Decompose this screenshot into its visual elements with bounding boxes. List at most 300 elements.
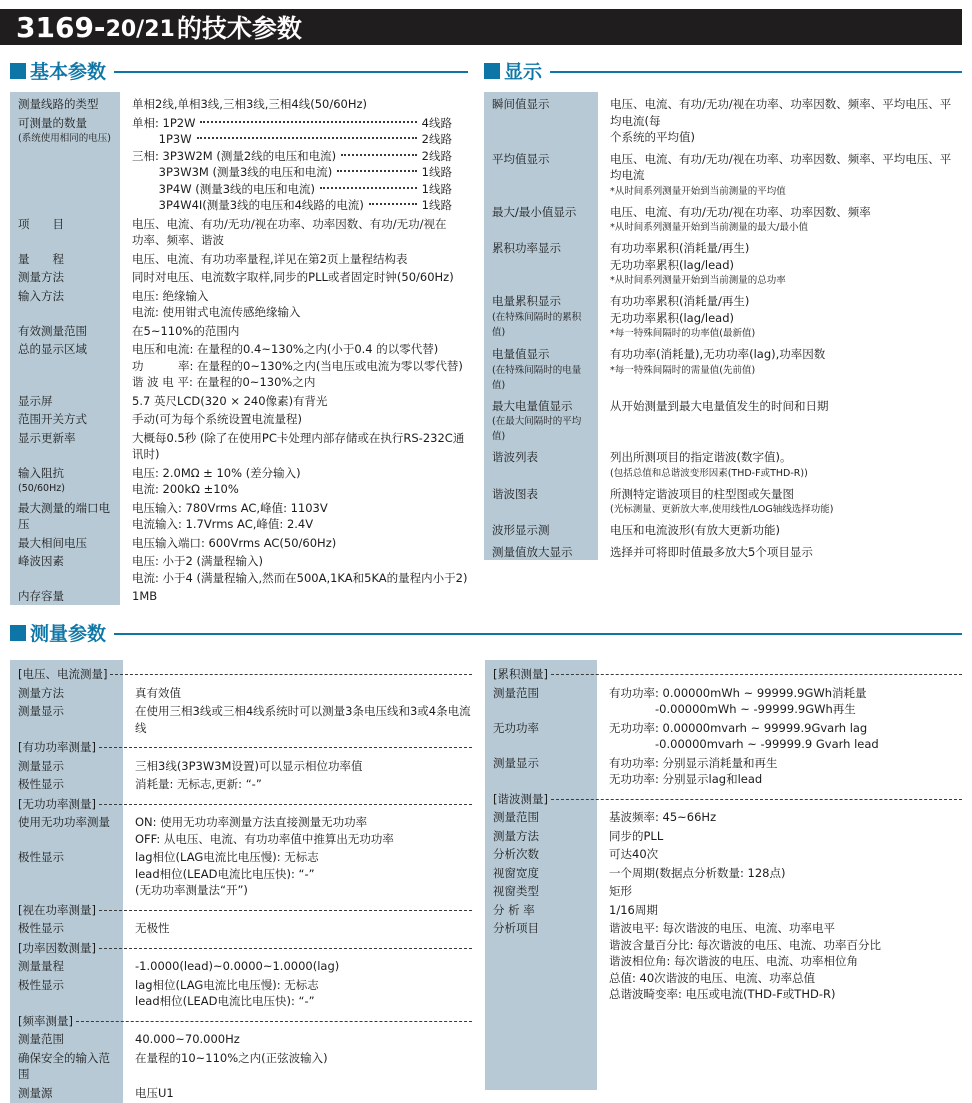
spec-value <box>120 465 468 498</box>
title-model: 3169- <box>16 10 106 44</box>
section-title: 基本参数 <box>30 61 107 83</box>
spec-label <box>10 430 120 463</box>
spec-text-line: 极性显示 <box>18 777 64 791</box>
dashed-rule <box>99 910 472 911</box>
spec-text-line: 矩形 <box>609 884 632 898</box>
dashed-rule <box>110 674 472 675</box>
spec-label <box>484 346 598 393</box>
spec-value <box>120 216 468 249</box>
spec-row <box>10 288 468 321</box>
spec-row <box>10 430 468 463</box>
section-rule <box>114 71 468 73</box>
leader-dots <box>320 187 417 189</box>
section-title: 测量参数 <box>30 623 107 645</box>
spec-value <box>120 430 468 463</box>
section-title: 显示 <box>504 61 543 83</box>
spec-value <box>120 500 468 533</box>
spec-text-line: 测量方法 <box>493 828 539 843</box>
spec-value <box>120 341 468 391</box>
spec-row <box>10 500 468 533</box>
spec-row <box>485 902 962 919</box>
spec-text-line: 电压、电流、有功/无功/视在功率、功率因数、有功/无功/视在 <box>132 216 447 231</box>
spec-row <box>10 776 472 793</box>
spec-label <box>10 1050 123 1083</box>
spec-note-line: (包括总值和总谐波变形因素(THD-F或THD-R)) <box>610 467 808 479</box>
spec-row <box>10 1085 472 1102</box>
spec-text-line: 分析次数 <box>493 847 539 861</box>
spec-text-line: 最大/最小值显示 <box>492 204 577 219</box>
spec-value <box>598 204 962 236</box>
spec-row <box>485 883 962 900</box>
leader-dots <box>197 137 417 139</box>
spec-label <box>484 96 598 146</box>
spec-value <box>123 703 472 736</box>
spec-value <box>123 977 472 1010</box>
spec-row <box>484 486 962 518</box>
display-table <box>484 92 962 560</box>
spec-text-line: 视窗宽度 <box>493 865 539 880</box>
spec-label <box>10 1031 123 1048</box>
spec-row <box>485 755 962 788</box>
spec-row <box>485 846 962 863</box>
spec-text-line: 1MB <box>132 589 158 603</box>
spec-row <box>10 1050 472 1083</box>
dotted-leader-line <box>132 164 468 181</box>
spec-row <box>10 323 468 340</box>
spec-label <box>485 720 597 753</box>
section-header-display <box>484 57 962 85</box>
spec-row <box>484 522 962 539</box>
spec-row <box>10 411 468 428</box>
measure-left-table <box>10 660 472 1103</box>
spec-value <box>120 588 468 605</box>
spec-text-line: 无功功率: 0.00000mvarh ~ 99999.9Gvarh lag <box>609 720 868 735</box>
spec-text-line: 输入方法 <box>18 288 64 303</box>
spec-note-line: (在特殊间隔时的累积值) <box>492 311 582 338</box>
spec-text-line: 无功功率累积(lag/lead) <box>610 257 735 272</box>
spec-text-line: 电量累积显示 <box>492 294 561 308</box>
spec-row <box>485 828 962 845</box>
spec-text-line: 5.7 英尺LCD(320 × 240像素)有背光 <box>132 393 328 408</box>
spec-value <box>597 846 962 863</box>
spec-text-line: 一个周期(数据点分析数量: 128点) <box>609 865 786 880</box>
spec-text-line: 无功功率 <box>493 720 539 735</box>
spec-text-line: 极性显示 <box>18 977 64 992</box>
leader-right-text: 1线路 <box>421 165 452 179</box>
spec-row <box>10 115 468 214</box>
spec-label <box>10 288 120 321</box>
spec-text-line: 瞬间值显示 <box>492 97 550 111</box>
spec-value <box>598 293 962 341</box>
spec-text-line: 1/16周期 <box>609 902 658 917</box>
spec-text-line: 可达40次 <box>609 847 659 861</box>
spec-label <box>10 1085 123 1102</box>
spec-label <box>10 96 120 113</box>
spec-value <box>598 398 962 445</box>
spec-text-line: (无功功率测量法“开”) <box>135 883 248 897</box>
spec-text-line: 内存容量 <box>18 589 64 603</box>
spec-row <box>10 685 472 702</box>
spec-subheader <box>10 902 472 919</box>
spec-value <box>123 776 472 793</box>
spec-subheader-label: [谐波测量] <box>493 791 548 806</box>
spec-text-line: 同步的PLL <box>609 828 664 843</box>
spec-text-line: 测量范围 <box>493 810 539 824</box>
spec-subheader-label: [电压、电流测量] <box>18 667 108 681</box>
spec-value <box>123 1050 472 1083</box>
leader-left-text: 3P3W3M (测量3线的电压和电流) <box>132 165 333 179</box>
spec-text-line: 单相2线,单相3线,三相3线,三相4线(50/60Hz) <box>132 97 368 111</box>
basic-params-table <box>10 92 468 605</box>
spec-row <box>10 977 472 1010</box>
spec-text-line: 个系统的平均值) <box>610 130 695 144</box>
spec-text-line: 同时对电压、电流数字取样,同步的PLL或者固定时钟(50/60Hz) <box>132 270 454 284</box>
spec-label <box>10 958 123 975</box>
spec-row <box>484 398 962 445</box>
spec-text-line: 总的显示区域 <box>18 342 87 356</box>
spec-label <box>10 977 123 1010</box>
spec-note-line: (50/60Hz) <box>18 483 65 494</box>
spec-row <box>10 1031 472 1048</box>
spec-label <box>10 465 120 498</box>
spec-label <box>10 703 123 736</box>
spec-row <box>10 269 468 286</box>
spec-label <box>485 828 597 845</box>
spec-text-line: 使用无功功率测量 <box>18 815 110 829</box>
spec-text-line: 电压、电流、有功/无功/视在功率、功率因数、频率、平均电压、平均电流(每 <box>610 97 952 128</box>
spec-label <box>10 553 120 586</box>
spec-text-line: 测量范围 <box>493 685 539 700</box>
spec-text-line: 电流: 200kΩ ±10% <box>132 482 239 496</box>
spec-text-line: 电压输入端口: 600Vrms AC(50/60Hz) <box>132 535 337 550</box>
spec-value <box>120 553 468 586</box>
spec-subheader-label: [无功功率测量] <box>18 796 96 811</box>
spec-text-line: 所测特定谐波项目的柱型图或矢量图 <box>610 486 794 501</box>
dashed-rule <box>99 804 472 805</box>
spec-label <box>485 920 597 1003</box>
spec-text-line: lead相位(LEAD电流比电压快): “-” <box>135 994 315 1008</box>
measure-right-table <box>485 660 962 1090</box>
leader-right-text: 2线路 <box>421 148 452 163</box>
spec-note-line: *每一特殊间隔时的功率值(最新值) <box>610 328 756 339</box>
spec-text-line: OFF: 从电压、电流、有功功率值中推算出无功功率 <box>135 831 394 846</box>
spec-text-line: 电流输入: 1.7Vrms AC,峰值: 2.4V <box>132 517 314 531</box>
spec-text-line: 测量线路的类型 <box>18 97 99 111</box>
spec-text-line: 真有效值 <box>135 685 181 700</box>
spec-text-line: 电压、电流、有功/无功/视在功率、功率因数、频率 <box>610 204 871 219</box>
spec-row <box>10 535 468 552</box>
spec-text-line: 最大测量的端口电压 <box>18 500 110 531</box>
spec-subheader-label: [累积测量] <box>493 667 548 681</box>
spec-row <box>484 544 962 561</box>
spec-text-line: 电压输入: 780Vrms AC,峰值: 1103V <box>132 500 328 515</box>
spec-value <box>120 411 468 428</box>
spec-text-line: lead相位(LEAD电流比电压快): “-” <box>135 866 315 881</box>
spec-text-line: 有功功率累积(消耗量/再生) <box>610 294 750 308</box>
leader-left-text: 3P4W4I(测量3线的电压和4线路的电流) <box>132 198 364 212</box>
spec-label <box>485 902 597 919</box>
dotted-leader-line <box>132 115 468 132</box>
spec-text-line: 测量范围 <box>18 1032 64 1046</box>
spec-label <box>484 486 598 518</box>
spec-label <box>485 755 597 788</box>
spec-label <box>10 776 123 793</box>
spec-value <box>120 251 468 268</box>
spec-subheader-label: [有功功率测量] <box>18 740 96 754</box>
spec-label <box>484 449 598 481</box>
spec-label <box>485 846 597 863</box>
spec-value <box>123 814 472 847</box>
spec-label <box>10 814 123 847</box>
spec-text-line: 40.000~70.000Hz <box>135 1032 240 1046</box>
spec-text-line: 显示更新率 <box>18 430 76 445</box>
spec-row <box>10 251 468 268</box>
spec-label <box>10 500 120 533</box>
spec-note-line: *从时间系列测量开始到当前测量的总功率 <box>610 275 786 286</box>
spec-text-line: 显示屏 <box>18 393 53 408</box>
spec-text-line: 电压、电流、有功功率量程,详见在第2页上量程结构表 <box>132 251 408 266</box>
spec-text-line: 可测量的数量 <box>18 115 87 130</box>
spec-row <box>10 393 468 410</box>
spec-text-line: 输入阻抗 <box>18 465 64 480</box>
spec-text-line: 范围开关方式 <box>18 412 87 426</box>
dashed-rule <box>551 674 962 675</box>
spec-label <box>484 240 598 288</box>
spec-value <box>123 849 472 899</box>
spec-value <box>120 96 468 113</box>
spec-value <box>597 865 962 882</box>
spec-text-line: 测量方法 <box>18 685 64 700</box>
dashed-rule <box>76 1021 472 1022</box>
spec-text-line: 大概每0.5秒 (除了在使用PC卡处理内部存储或在执行RS-232C通讯时) <box>132 430 465 461</box>
spec-text-line: 消耗量: 无标志,更新: “-” <box>135 777 262 791</box>
spec-value <box>123 958 472 975</box>
spec-note-line: (在特殊间隔时的电量值) <box>492 364 582 391</box>
spec-label <box>10 341 120 391</box>
spec-subheader <box>485 791 962 808</box>
spec-label <box>10 115 120 214</box>
spec-text-line: -0.00000mvarh ~ -99999.9 Gvarh lead <box>609 737 879 751</box>
spec-note-line: *每一特殊间隔时的需量值(先前值) <box>610 364 756 376</box>
spec-row <box>484 346 962 393</box>
spec-text-line: 手动(可为每个系统设置电流量程) <box>132 412 302 426</box>
spec-value <box>597 685 962 718</box>
dashed-rule <box>551 799 962 800</box>
leader-left-text: 3P4W (测量3线的电压和电流) <box>132 181 316 196</box>
spec-value <box>120 393 468 410</box>
leader-right-text: 1线路 <box>421 181 452 196</box>
spec-label <box>484 151 598 199</box>
spec-label <box>485 809 597 826</box>
spec-text-line: 电流: 使用钳式电流传感绝缘输入 <box>132 305 301 319</box>
spec-value <box>123 920 472 937</box>
section-display <box>484 57 962 565</box>
spec-text-line: 分 析 率 <box>493 902 535 917</box>
spec-value <box>598 346 962 393</box>
spec-text-line: lag相位(LAG电流比电压慢): 无标志 <box>135 850 319 864</box>
leader-dots <box>369 203 417 205</box>
spec-label <box>10 920 123 937</box>
spec-subheader-label: [频率测量] <box>18 1013 73 1028</box>
spec-row <box>485 920 962 1003</box>
section-header-measure <box>10 619 962 647</box>
spec-row <box>10 814 472 847</box>
spec-value <box>120 269 468 286</box>
spec-text-line: 电压: 小于2 (满量程输入) <box>132 554 263 568</box>
spec-label <box>10 535 120 552</box>
spec-value <box>597 809 962 826</box>
spec-text-line: 确保安全的输入范围 <box>18 1050 110 1081</box>
spec-row <box>485 865 962 882</box>
spec-text-line: 三相3线(3P3W3M设置)可以显示相位功率值 <box>135 758 363 773</box>
section-rule <box>114 633 962 635</box>
spec-row <box>485 685 962 718</box>
spec-value <box>123 1085 472 1102</box>
spec-value <box>120 115 468 214</box>
spec-label <box>485 883 597 900</box>
spec-label <box>10 685 123 702</box>
spec-text-line: 波形显示测 <box>492 523 550 537</box>
spec-value <box>597 920 962 1003</box>
spec-label <box>484 544 598 561</box>
spec-text-line: 无功功率: 分别显示lag和lead <box>609 772 763 786</box>
spec-text-line: 有功功率: 0.00000mWh ~ 99999.9GWh消耗量 <box>609 685 867 700</box>
leader-right-text: 4线路 <box>421 115 452 130</box>
spec-subheader <box>10 940 472 957</box>
spec-text-line: 在量程的10~110%之内(正弦波输入) <box>135 1050 328 1065</box>
spec-text-line: 电压: 绝缘输入 <box>132 288 209 303</box>
spec-subheader <box>485 666 962 683</box>
spec-text-line: 极性显示 <box>18 850 64 864</box>
leader-dots <box>200 121 416 123</box>
section-measure-params <box>10 619 962 1100</box>
title-suffix: 的技术参数 <box>176 14 302 43</box>
spec-row <box>10 958 472 975</box>
dashed-rule <box>99 948 472 949</box>
spec-row <box>484 293 962 341</box>
spec-text-line: 在使用三相3线或三相4线系统时可以测量3条电压线和3或4条电流线 <box>135 704 471 735</box>
spec-subheader-label: [视在功率测量] <box>18 902 96 917</box>
spec-text-line: 有功功率(消耗量),无功功率(lag),功率因数 <box>610 347 826 361</box>
spec-text-line: 无极性 <box>135 921 170 935</box>
spec-row <box>484 96 962 146</box>
spec-value <box>123 1031 472 1048</box>
spec-value <box>120 323 468 340</box>
spec-text-line: 最大电量值显示 <box>492 398 573 413</box>
spec-text-line: 总值: 40次谐波的电压、电流、功率总值 <box>609 970 816 985</box>
spec-row <box>485 720 962 753</box>
spec-text-line: 谐 波 电 平: 在量程的0~130%之内 <box>132 375 316 389</box>
spec-row <box>10 849 472 899</box>
section-marker-icon <box>484 63 500 79</box>
spec-text-line: 有功功率累积(消耗量/再生) <box>610 241 750 255</box>
spec-text-line: 项 目 <box>18 216 64 231</box>
section-marker-icon <box>10 625 26 641</box>
spec-note-line: (在最大间隔时的平均值) <box>492 416 582 442</box>
spec-text-line: 列出所测项目的指定谐波(数字值)。 <box>610 450 792 464</box>
spec-row <box>10 588 468 605</box>
spec-text-line: 电压、电流、有功/无功/视在功率、功率因数、频率、平均电压、平均电流 <box>610 151 952 182</box>
spec-label <box>10 588 120 605</box>
spec-value <box>123 758 472 775</box>
spec-text-line: 测量显示 <box>18 758 64 773</box>
spec-text-line: -1.0000(lead)~0.0000~1.0000(lag) <box>135 959 340 973</box>
leader-left-text: 单相: 1P2W <box>132 115 196 130</box>
leader-left-text: 三相: 3P3W2M (测量2线的电压和电流) <box>132 148 337 163</box>
spec-label <box>10 269 120 286</box>
spec-note-line: *从时间系列测量开始到当前测量的平均值 <box>610 185 786 197</box>
spec-text-line: 功 率: 在量程的0~130%之内(当电压或电流为零以零代替) <box>132 358 463 373</box>
spec-text-line: 选择并可将即时值最多放大5个项目显示 <box>610 544 813 559</box>
spec-text-line: 有效测量范围 <box>18 323 87 338</box>
spec-text-line: lag相位(LAG电流比电压慢): 无标志 <box>135 977 319 992</box>
spec-value <box>598 486 962 518</box>
spec-row <box>484 151 962 199</box>
spec-value <box>598 151 962 199</box>
spec-text-line: 量 程 <box>18 251 64 266</box>
spec-label <box>485 865 597 882</box>
spec-text-line: 测量值放大显示 <box>492 544 573 559</box>
dotted-leader-line <box>132 181 468 198</box>
spec-text-line: 谐波含量百分比: 每次谐波的电压、电流、功率百分比 <box>609 937 882 952</box>
spec-row <box>484 204 962 236</box>
spec-value <box>597 720 962 753</box>
spec-note-line: (系统使用相同的电压) <box>18 133 111 144</box>
spec-subheader <box>10 796 472 813</box>
leader-dots <box>341 154 417 156</box>
spec-value <box>597 883 962 900</box>
document-title-bar <box>0 9 962 45</box>
spec-row <box>10 920 472 937</box>
spec-label <box>10 393 120 410</box>
spec-text-line: 平均值显示 <box>492 151 550 166</box>
spec-text-line: 累积功率显示 <box>492 241 561 255</box>
spec-label <box>10 758 123 775</box>
spec-text-line: 从开始测量到最大电量值发生的时间和日期 <box>610 398 829 413</box>
spec-text-line: 测量源 <box>18 1085 53 1100</box>
spec-text-line: 测量量程 <box>18 959 64 973</box>
spec-row <box>10 341 468 391</box>
spec-note-line: *从时间系列测量开始到当前测量的最大/最小值 <box>610 222 808 233</box>
spec-text-line: 谐波电平: 每次谐波的电压、电流、功率电平 <box>609 921 836 935</box>
spec-text-line: 基波频率: 45~66Hz <box>609 810 717 824</box>
spec-label <box>10 849 123 899</box>
spec-row <box>484 449 962 481</box>
spec-label <box>10 411 120 428</box>
spec-value <box>598 240 962 288</box>
spec-text-line: 有功功率: 分别显示消耗量和再生 <box>609 755 778 770</box>
spec-value <box>598 544 962 561</box>
spec-value <box>598 522 962 539</box>
section-marker-icon <box>10 63 26 79</box>
section-rule <box>550 71 962 73</box>
spec-value <box>598 449 962 481</box>
spec-text-line: 最大相间电压 <box>18 535 87 550</box>
spec-label <box>484 522 598 539</box>
dotted-leader-line <box>132 197 468 214</box>
spec-text-line: 电压和电流波形(有放大更新功能) <box>610 523 780 537</box>
spec-text-line: 测量方法 <box>18 270 64 284</box>
spec-text-line: 电量值显示 <box>492 347 550 361</box>
spec-text-line: 极性显示 <box>18 921 64 935</box>
spec-text-line: ON: 使用无功功率测量方法直接测量无功功率 <box>135 815 368 829</box>
spec-value <box>597 902 962 919</box>
spec-row <box>10 758 472 775</box>
spec-row <box>484 240 962 288</box>
spec-text-line: 在5~110%的范围内 <box>132 323 240 338</box>
spec-label <box>10 216 120 249</box>
spec-label <box>10 323 120 340</box>
